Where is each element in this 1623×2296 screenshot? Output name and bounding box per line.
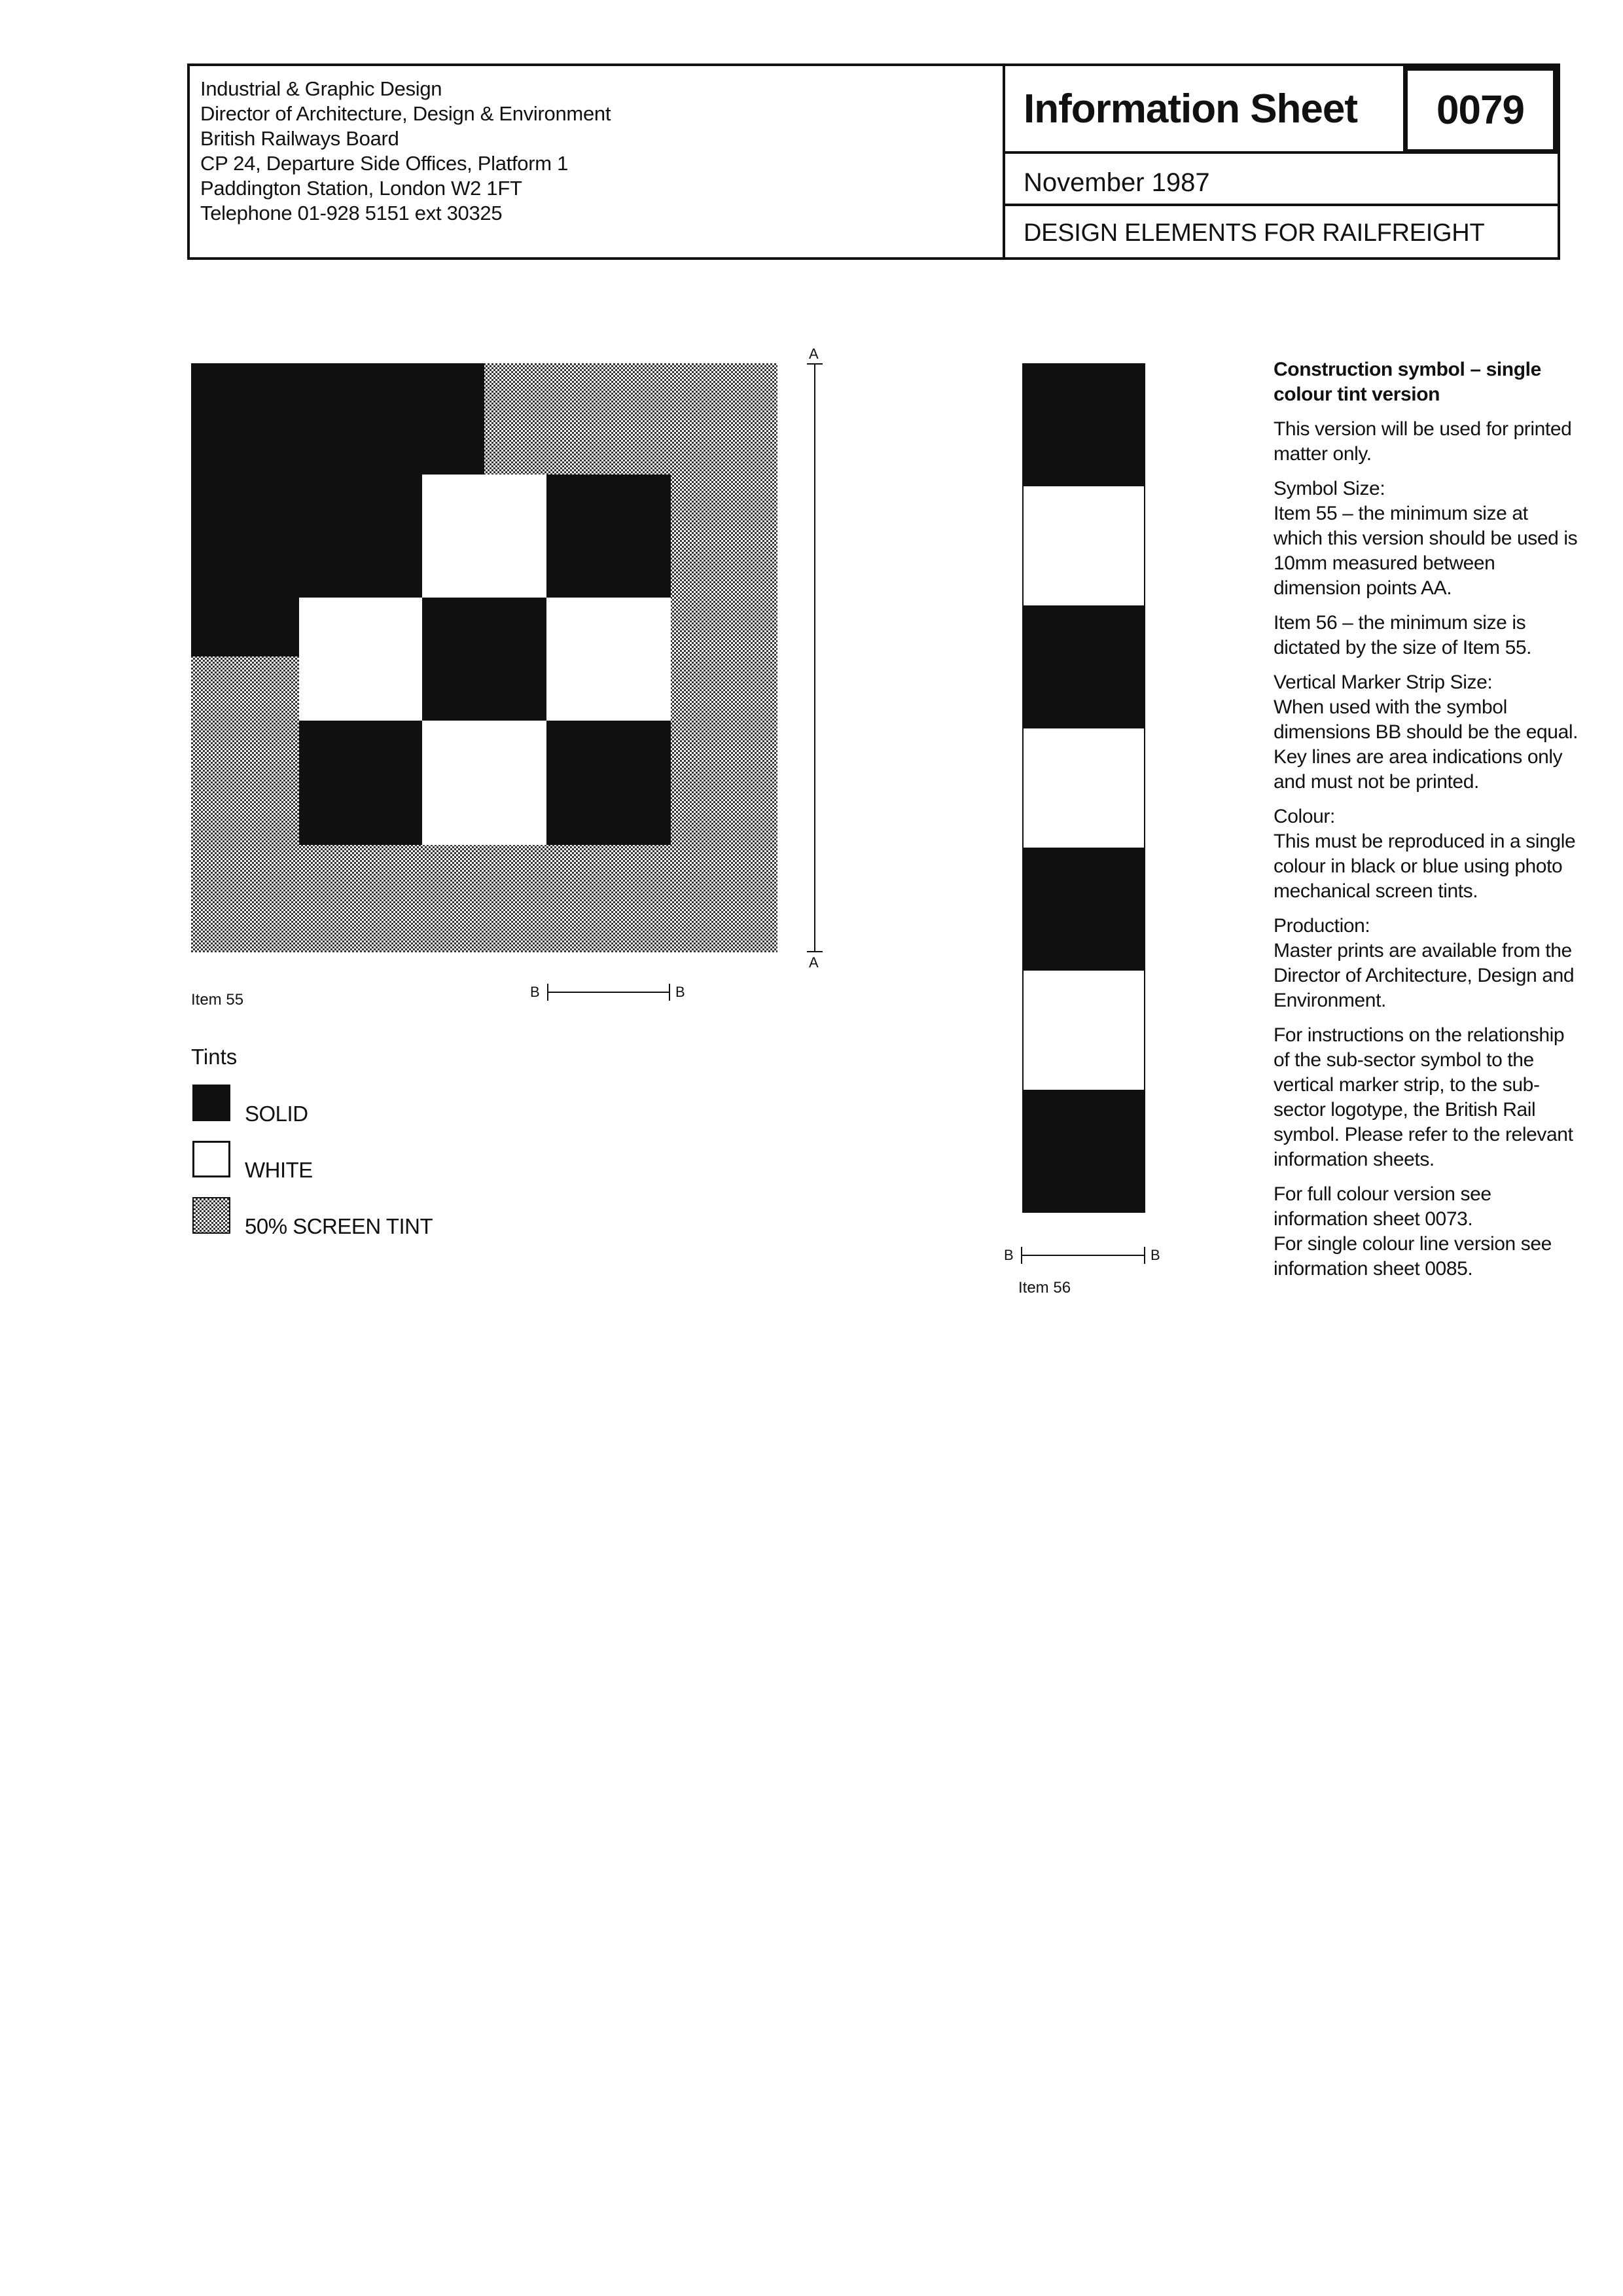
sheet-date: November 1987 [1024,168,1210,197]
description-paragraph: Symbol Size: Item 55 – the minimum size at which this version should be used is 10mm measured between dimension points AA. [1274,478,1578,599]
sheet-number: 0079 [1403,66,1558,154]
address-line: British Railways Board [200,127,399,150]
dimension-a-bottom-label: A [809,954,819,971]
strip-segment-white [1022,971,1145,1090]
strip-segment-solid [1022,363,1145,486]
description-paragraph: Item 56 – the minimum size is dictated by the size of Item 55. [1274,612,1532,658]
strip-dimension-tick-right [1144,1247,1145,1264]
description-paragraph: For full colour version see information sheet 0073. For single colour line version see information sheet 0085. [1274,1183,1552,1280]
dimension-a-top-label: A [809,346,819,362]
strip-segment-solid [1022,605,1145,728]
address-block [190,66,1005,257]
description-column [1274,357,1581,1291]
symbol-solid-block [191,475,422,598]
symbol-solid-block [191,363,484,475]
dimension-b-tick-right [669,984,670,1001]
item-56-caption: Item 56 [1018,1279,1071,1297]
symbol-solid-block [191,598,299,656]
item-55-caption: Item 55 [191,991,244,1009]
subject-row [1005,206,1558,257]
dimension-a-line [814,363,815,952]
dimension-b-right-label: B [675,984,685,1000]
strip-segment-white [1022,728,1145,848]
address-line: Telephone 01-928 5151 ext 30325 [200,202,503,224]
address-line: Paddington Station, London W2 1FT [200,177,522,200]
tint-swatch-screen [192,1197,230,1234]
symbol-solid-square [422,598,546,721]
tint-label-white: WHITE [245,1158,313,1182]
dimension-a-tick-bottom [807,951,823,952]
strip-segment-white [1022,486,1145,605]
symbol-white-square [422,475,546,598]
tint-label-solid: SOLID [245,1102,308,1126]
sheet-title-row [1005,66,1558,154]
tint-swatch-white [192,1141,230,1177]
symbol-solid-square [546,721,671,845]
dimension-b-line [547,992,670,993]
dimension-b-left-label: B [530,984,540,1000]
strip-dimension-line [1021,1255,1145,1256]
address-line: CP 24, Departure Side Offices, Platform 1 [200,152,569,175]
strip-dimension-b-left-label: B [1004,1247,1014,1263]
description-paragraph: For instructions on the relationship of the sub-sector symbol to the vertical marker strip, to the sub-sector logotype, the British Rail symbol. Please refer to the relevant information sheets. [1274,1024,1573,1170]
tint-swatch-solid [192,1085,230,1121]
symbol-white-square [299,598,422,721]
symbol-white-square [422,721,546,845]
sheet-info [1005,66,1558,257]
symbol-solid-square [299,721,422,845]
tints-heading: Tints [191,1045,238,1069]
address-line: Director of Architecture, Design & Environment [200,102,611,125]
description-paragraph: Colour: This must be reproduced in a single colour in black or blue using photo mechanical screen tints. [1274,806,1576,902]
description-paragraph: This version will be used for printed matter only. [1274,418,1572,465]
description-paragraph: Production: Master prints are available from the Director of Architecture, Design and Environment. [1274,915,1575,1011]
symbol-solid-square [546,475,671,598]
strip-segment-solid [1022,1090,1145,1213]
sheet-subject: DESIGN ELEMENTS FOR RAILFREIGHT [1024,219,1485,247]
header-box [187,63,1560,260]
symbol-white-square [546,598,671,721]
description-paragraph: Vertical Marker Strip Size: When used with the symbol dimensions BB should be the equal. Key lines are area indications only and must not be printed. [1274,672,1578,793]
strip-segment-solid [1022,848,1145,971]
address-line: Industrial & Graphic Design [200,77,442,100]
description-heading: Construction symbol – single colour tint version [1274,359,1541,405]
date-row [1005,154,1558,206]
tint-label-screen: 50% SCREEN TINT [245,1214,433,1238]
strip-dimension-b-right-label: B [1150,1247,1160,1263]
sheet-title: Information Sheet [1024,86,1358,132]
construction-symbol [191,363,777,952]
